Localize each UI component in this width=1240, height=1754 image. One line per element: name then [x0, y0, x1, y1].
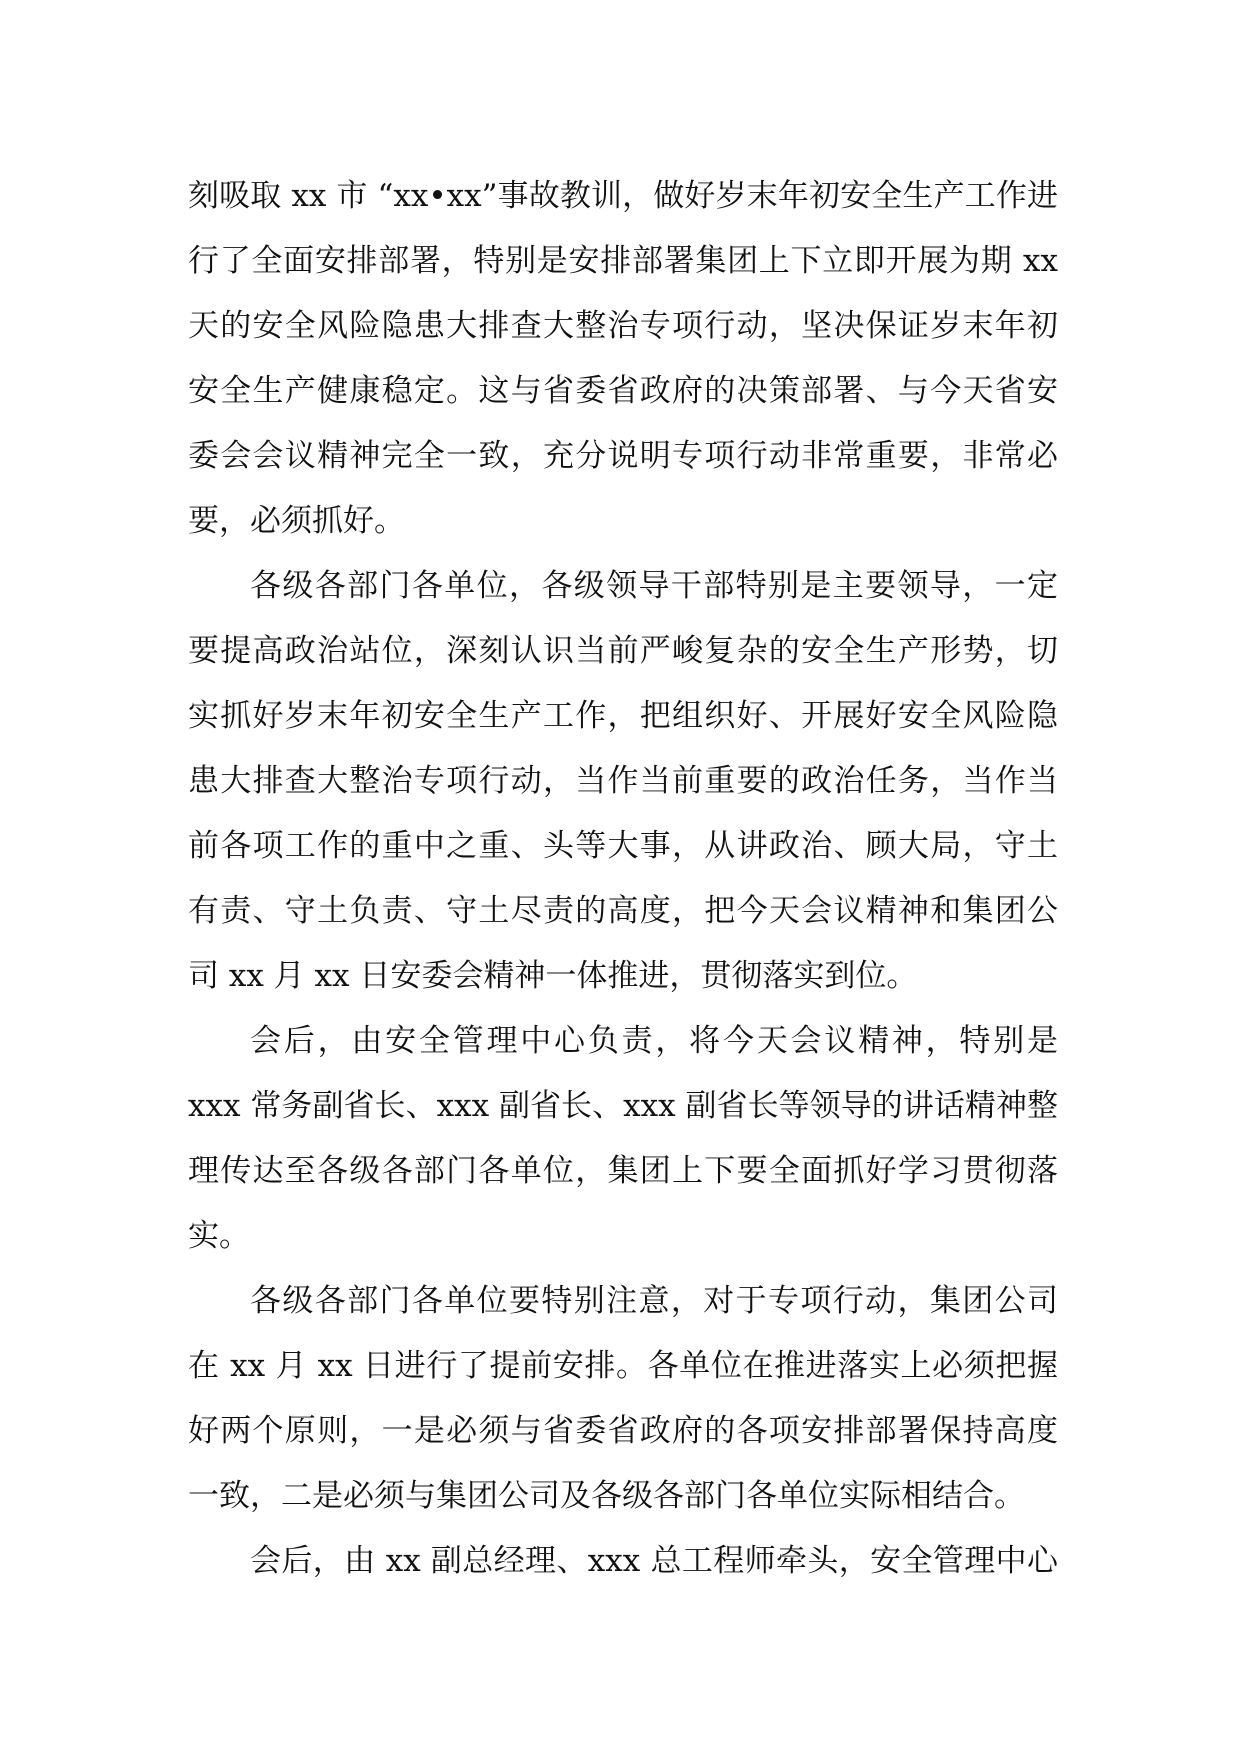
paragraph-5: [188, 1529, 1058, 1594]
paragraph-1: [188, 164, 1058, 554]
text-line: 各级各部门各单位要特别注意，对于专项行动，集团公司: [250, 1283, 1058, 1319]
text-line: 一致，二是必须与集团公司及各级各部门各单位实际相结合。: [188, 1478, 1025, 1514]
text-line: 实。: [188, 1218, 250, 1254]
text-line: xxx 常务副省长、xxx 副省长、xxx 副省长等领导的讲话精神整: [188, 1088, 1058, 1124]
text-line: 理传达至各级各部门各单位，集团上下要全面抓好学习贯彻落: [188, 1153, 1058, 1189]
text-line: 实抓好岁末年初安全生产工作，把组织好、开展好安全风险隐: [188, 698, 1058, 734]
text-line: 会后，由安全管理中心负责，将今天会议精神，特别是: [250, 1023, 1058, 1059]
paragraph-2: [188, 554, 1058, 1009]
text-line: 好两个原则，一是必须与省委省政府的各项安排部署保持高度: [188, 1413, 1058, 1449]
text-line: 各级各部门各单位，各级领导干部特别是主要领导，一定: [250, 568, 1058, 604]
text-line: 委会会议精神完全一致，充分说明专项行动非常重要，非常必: [188, 438, 1058, 474]
text-line: 前各项工作的重中之重、头等大事，从讲政治、顾大局，守土: [188, 828, 1058, 864]
text-line: 司 xx 月 xx 日安委会精神一体推进，贯彻落实到位。: [188, 958, 918, 994]
text-line: 天的安全风险隐患大排查大整治专项行动，坚决保证岁末年初: [188, 308, 1058, 344]
text-line: 有责、守土负责、守土尽责的高度，把今天会议精神和集团公: [188, 893, 1058, 929]
text-line: 要，必须抓好。: [188, 503, 405, 539]
text-line: 患大排查大整治专项行动，当作当前重要的政治任务，当作当: [188, 763, 1058, 799]
text-line: 在 xx 月 xx 日进行了提前安排。各单位在推进落实上必须把握: [188, 1348, 1058, 1384]
document-body: [188, 164, 1058, 1594]
text-line: 会后，由 xx 副总经理、xxx 总工程师牵头，安全管理中心: [250, 1543, 1058, 1579]
text-line: 行了全面安排部署，特别是安排部署集团上下立即开展为期 xx: [188, 243, 1058, 279]
paragraph-4: [188, 1269, 1058, 1529]
text-line: 要提高政治站位，深刻认识当前严峻复杂的安全生产形势，切: [188, 633, 1058, 669]
text-line: 安全生产健康稳定。这与省委省政府的决策部署、与今天省安: [188, 373, 1058, 409]
text-line: 刻吸取 xx 市 “xx•xx”事故教训，做好岁末年初安全生产工作进: [188, 178, 1058, 214]
paragraph-3: [188, 1009, 1058, 1269]
